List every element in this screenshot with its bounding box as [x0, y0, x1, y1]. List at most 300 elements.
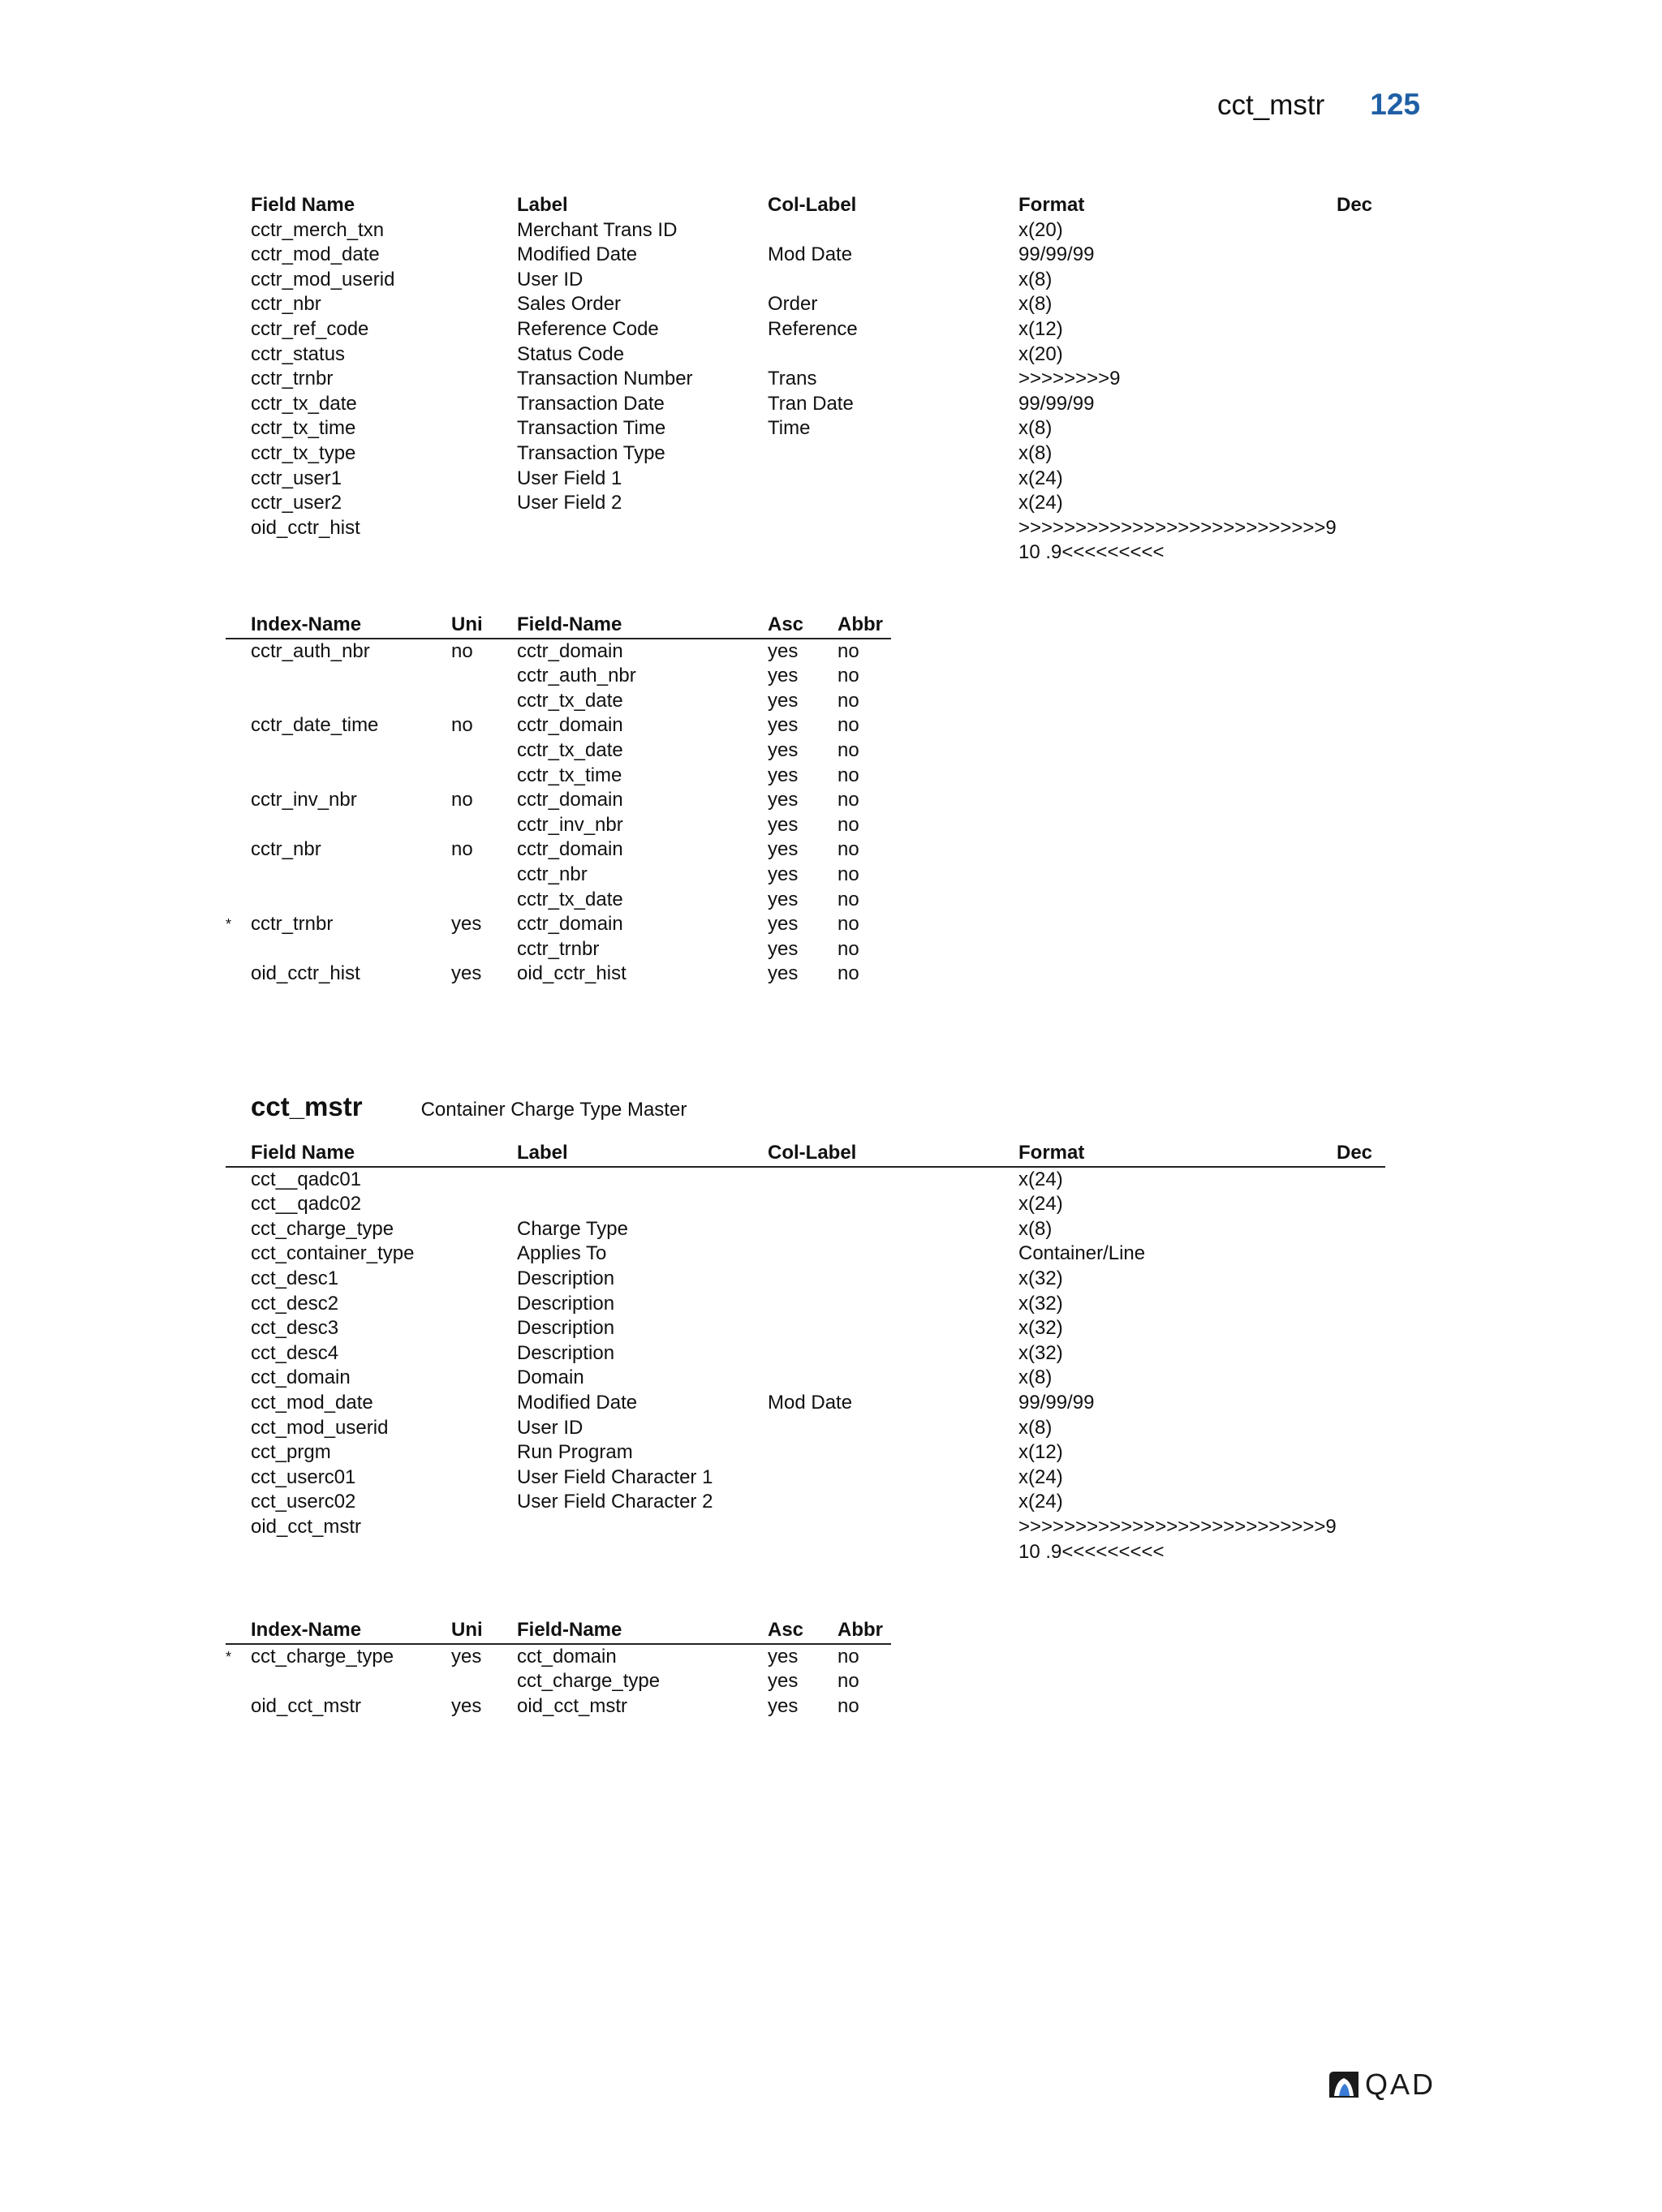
row-marker — [226, 1167, 251, 1193]
index-row — [226, 788, 891, 813]
label-cell: Charge Type — [517, 1217, 628, 1240]
format-cell: x(8) — [1018, 268, 1053, 290]
row-marker — [226, 491, 251, 516]
field-name-cell: cct_domain — [251, 1366, 351, 1389]
primary-index-marker — [226, 888, 251, 913]
index-name-cell — [251, 1669, 451, 1694]
format-cell: >>>>>>>>>>>>>>>>>>>>>>>>>>>9 10 .9<<<<<<<<< — [1018, 516, 1337, 564]
col-label-cell — [768, 268, 1018, 293]
index-field-name-cell: cctr_domain — [517, 714, 623, 737]
col-label-cell — [768, 1515, 1018, 1564]
unique-cell: no — [451, 838, 473, 861]
dec-cell — [1337, 1416, 1385, 1441]
column-header: Format — [1018, 194, 1085, 216]
col-label-cell — [768, 1490, 1018, 1515]
dec-cell — [1337, 491, 1385, 516]
field-row — [226, 317, 1385, 342]
field-name-cell: cct__qadc01 — [251, 1168, 362, 1190]
field-row — [226, 516, 1385, 566]
index-field-name-cell: cctr_inv_nbr — [517, 813, 623, 836]
format-cell: x(20) — [1018, 342, 1063, 365]
dec-cell — [1337, 467, 1385, 492]
primary-index-marker: * — [226, 916, 232, 933]
column-header: Field-Name — [517, 613, 768, 639]
index-table-header — [226, 1618, 891, 1644]
dec-cell — [1337, 218, 1385, 243]
dec-cell — [1337, 1242, 1385, 1267]
unique-cell — [451, 813, 517, 838]
row-marker — [226, 516, 251, 566]
index-field-name-cell: cct_domain — [517, 1645, 617, 1668]
primary-index-marker — [226, 937, 251, 962]
field-row — [226, 1490, 1385, 1515]
col-label-cell — [768, 1192, 1018, 1217]
abbreviated-cell: no — [837, 738, 859, 761]
unique-cell — [451, 664, 517, 689]
abbreviated-cell: no — [837, 1670, 859, 1693]
abbreviated-cell: no — [837, 1645, 859, 1668]
label-cell: Domain — [517, 1366, 584, 1389]
primary-index-marker — [226, 788, 251, 813]
ascending-cell: yes — [768, 665, 799, 687]
field-name-cell: cct_container_type — [251, 1242, 415, 1265]
field-row — [226, 218, 1385, 243]
format-cell: x(8) — [1018, 441, 1053, 464]
label-cell: Run Program — [517, 1441, 633, 1464]
dec-cell — [1337, 1292, 1385, 1317]
col-label-cell: Mod Date — [768, 243, 853, 266]
row-marker — [226, 1465, 251, 1491]
format-cell: >>>>>>>>9 — [1018, 368, 1121, 390]
index-row — [226, 888, 891, 913]
col-label-cell — [768, 491, 1018, 516]
unique-cell — [451, 888, 517, 913]
col-label-cell — [768, 1242, 1018, 1267]
row-marker — [226, 367, 251, 392]
index-table-header — [226, 613, 891, 639]
row-marker — [226, 1316, 251, 1341]
field-row — [226, 1267, 1385, 1292]
row-marker — [226, 1267, 251, 1292]
row-marker — [226, 1192, 251, 1217]
col-label-cell: Mod Date — [768, 1391, 853, 1414]
label-cell: User ID — [517, 268, 583, 290]
unique-cell: no — [451, 639, 473, 662]
col-label-cell — [768, 1416, 1018, 1441]
label-cell: Sales Order — [517, 293, 622, 316]
field-row — [226, 467, 1385, 492]
ascending-cell: yes — [768, 838, 799, 861]
index-name-cell: cctr_auth_nbr — [251, 639, 370, 662]
index-name-cell: cctr_date_time — [251, 714, 379, 737]
field-row — [226, 1341, 1385, 1366]
column-header: Col-Label — [768, 194, 857, 216]
primary-index-marker — [226, 863, 251, 888]
field-row — [226, 1366, 1385, 1391]
qad-logo — [1328, 2068, 1436, 2102]
abbreviated-cell: no — [837, 937, 859, 960]
format-cell: 99/99/99 — [1018, 1391, 1095, 1414]
header-spacer — [226, 193, 251, 218]
cctr-index-table — [226, 613, 891, 987]
format-cell: x(24) — [1018, 492, 1063, 514]
format-cell: x(8) — [1018, 293, 1053, 316]
format-cell: x(8) — [1018, 1217, 1053, 1240]
column-header: Field Name — [251, 194, 355, 216]
unique-cell: no — [451, 714, 473, 737]
col-label-cell — [768, 441, 1018, 467]
dec-cell — [1337, 243, 1385, 268]
index-field-name-cell: cctr_domain — [517, 639, 623, 662]
unique-cell — [451, 1669, 517, 1694]
unique-cell — [451, 738, 517, 764]
field-row — [226, 416, 1385, 441]
ascending-cell: yes — [768, 937, 799, 960]
field-row — [226, 1242, 1385, 1267]
col-label-cell: Reference — [768, 317, 858, 340]
field-name-cell: cctr_nbr — [251, 293, 321, 316]
index-field-name-cell: oid_cctr_hist — [517, 962, 626, 985]
ascending-cell: yes — [768, 714, 799, 737]
unique-cell — [451, 863, 517, 888]
field-name-cell: oid_cct_mstr — [251, 1515, 362, 1538]
row-marker — [226, 317, 251, 342]
ascending-cell: yes — [768, 639, 799, 662]
row-marker — [226, 268, 251, 293]
dec-cell — [1337, 1366, 1385, 1391]
col-label-cell — [768, 1292, 1018, 1317]
dec-cell — [1337, 367, 1385, 392]
field-row — [226, 1391, 1385, 1416]
row-marker — [226, 243, 251, 268]
format-cell: x(8) — [1018, 417, 1053, 440]
abbreviated-cell: no — [837, 888, 859, 910]
column-header: Asc — [768, 1618, 837, 1644]
primary-index-marker — [226, 713, 251, 738]
primary-index-marker — [226, 962, 251, 987]
primary-index-marker — [226, 1669, 251, 1694]
abbreviated-cell: no — [837, 962, 859, 985]
format-cell: x(8) — [1018, 1366, 1053, 1389]
col-label-cell: Trans — [768, 368, 817, 390]
label-cell: User Field 1 — [517, 467, 622, 489]
cctr-field-table — [226, 193, 1385, 566]
abbreviated-cell: no — [837, 689, 859, 712]
index-name-cell: cct_charge_type — [251, 1645, 394, 1668]
label-cell: Transaction Type — [517, 441, 665, 464]
index-field-name-cell: cctr_domain — [517, 838, 623, 861]
row-marker — [226, 1366, 251, 1391]
field-name-cell: cct_desc1 — [251, 1267, 339, 1289]
dec-cell — [1337, 416, 1385, 441]
index-field-name-cell: cctr_tx_date — [517, 738, 623, 761]
unique-cell — [451, 937, 517, 962]
ascending-cell: yes — [768, 789, 799, 811]
column-header: Abbr — [837, 1618, 891, 1644]
unique-cell — [451, 689, 517, 714]
unique-cell — [451, 764, 517, 789]
format-cell: x(24) — [1018, 1491, 1063, 1513]
index-row — [226, 1694, 891, 1719]
dec-cell — [1337, 1192, 1385, 1217]
row-marker — [226, 292, 251, 317]
format-cell: x(8) — [1018, 1416, 1053, 1439]
index-row — [226, 689, 891, 714]
field-table-header — [226, 193, 1385, 218]
primary-index-marker: * — [226, 1648, 232, 1665]
dec-cell — [1337, 292, 1385, 317]
column-header: Col-Label — [768, 1141, 1018, 1167]
primary-index-marker — [226, 764, 251, 789]
row-marker — [226, 1515, 251, 1564]
label-cell: Status Code — [517, 342, 625, 365]
primary-index-marker — [226, 813, 251, 838]
running-header-table-name: cct_mstr — [1217, 89, 1325, 121]
ascending-cell: yes — [768, 888, 799, 910]
section-table-description: Container Charge Type Master — [420, 1099, 687, 1121]
index-name-cell: oid_cctr_hist — [251, 962, 360, 985]
header-spacer — [226, 1618, 251, 1644]
format-cell: x(20) — [1018, 218, 1063, 241]
col-label-cell — [768, 1465, 1018, 1491]
index-row — [226, 713, 891, 738]
dec-cell — [1337, 1391, 1385, 1416]
unique-cell: yes — [451, 1694, 482, 1717]
col-label-cell — [768, 1267, 1018, 1292]
field-row — [226, 342, 1385, 368]
label-cell: Reference Code — [517, 317, 659, 340]
field-table-header — [226, 1141, 1385, 1167]
format-cell: 99/99/99 — [1018, 392, 1095, 415]
index-field-name-cell: cctr_tx_time — [517, 764, 622, 786]
row-marker — [226, 342, 251, 368]
dec-cell — [1337, 1267, 1385, 1292]
field-name-cell: cctr_tx_type — [251, 441, 356, 464]
ascending-cell: yes — [768, 1694, 799, 1717]
col-label-cell — [768, 1316, 1018, 1341]
index-row — [226, 937, 891, 962]
ascending-cell: yes — [768, 689, 799, 712]
field-name-cell: cct_desc4 — [251, 1341, 339, 1364]
field-row — [226, 1192, 1385, 1217]
column-header: Dec — [1337, 1141, 1385, 1167]
row-marker — [226, 1391, 251, 1416]
abbreviated-cell: no — [837, 913, 859, 936]
index-row — [226, 813, 891, 838]
dec-cell — [1337, 1341, 1385, 1366]
abbreviated-cell: no — [837, 1694, 859, 1717]
field-name-cell: cct_mod_userid — [251, 1416, 389, 1439]
row-marker — [226, 392, 251, 417]
abbreviated-cell: no — [837, 863, 859, 885]
format-cell: Container/Line — [1018, 1242, 1146, 1265]
field-row — [226, 1316, 1385, 1341]
format-cell: x(12) — [1018, 1441, 1063, 1464]
label-cell — [517, 1167, 768, 1193]
dec-cell — [1337, 1217, 1385, 1242]
index-field-name-cell: cctr_domain — [517, 913, 623, 936]
index-name-cell — [251, 764, 451, 789]
col-label-cell: Time — [768, 417, 811, 440]
field-name-cell: cctr_tx_date — [251, 392, 357, 415]
dec-cell — [1337, 1316, 1385, 1341]
unique-cell: yes — [451, 962, 482, 985]
dec-cell — [1337, 1490, 1385, 1515]
field-name-cell: cctr_mod_userid — [251, 268, 395, 290]
index-field-name-cell: cctr_tx_date — [517, 888, 623, 910]
col-label-cell — [768, 1440, 1018, 1465]
field-row — [226, 1515, 1385, 1564]
label-cell: Transaction Number — [517, 368, 693, 390]
primary-index-marker — [226, 738, 251, 764]
index-name-cell — [251, 937, 451, 962]
abbreviated-cell: no — [837, 838, 859, 861]
header-spacer — [226, 1141, 251, 1167]
column-header: Label — [517, 194, 568, 216]
format-cell: x(12) — [1018, 317, 1063, 340]
label-cell: Modified Date — [517, 1391, 638, 1414]
index-row — [226, 912, 891, 937]
field-row — [226, 441, 1385, 467]
label-cell — [517, 516, 768, 566]
column-header: Field-Name — [517, 1618, 768, 1644]
primary-index-marker — [226, 639, 251, 665]
label-cell: User ID — [517, 1416, 583, 1439]
label-cell: Modified Date — [517, 243, 638, 266]
field-name-cell: cctr_status — [251, 342, 346, 365]
row-marker — [226, 416, 251, 441]
field-row — [226, 1416, 1385, 1441]
row-marker — [226, 1490, 251, 1515]
field-name-cell: cct__qadc02 — [251, 1193, 362, 1216]
label-cell: Transaction Time — [517, 417, 666, 440]
field-name-cell: cctr_tx_time — [251, 417, 356, 440]
primary-index-marker — [226, 664, 251, 689]
abbreviated-cell: no — [837, 714, 859, 737]
field-name-cell: cctr_trnbr — [251, 368, 334, 390]
unique-cell: yes — [451, 913, 482, 936]
col-label-cell — [768, 1366, 1018, 1391]
label-cell: User Field Character 1 — [517, 1465, 713, 1488]
index-row — [226, 764, 891, 789]
label-cell: Merchant Trans ID — [517, 218, 678, 241]
column-header: Index-Name — [251, 613, 451, 639]
col-label-cell — [768, 1167, 1018, 1193]
format-cell: x(24) — [1018, 1168, 1063, 1190]
field-name-cell: cctr_user1 — [251, 467, 342, 489]
label-cell: Description — [517, 1317, 615, 1340]
index-row — [226, 1669, 891, 1694]
col-label-cell: Order — [768, 293, 818, 316]
index-field-name-cell: oid_cct_mstr — [517, 1694, 628, 1717]
column-header: Uni — [451, 1618, 517, 1644]
section-table-name: cct_mstr — [251, 1091, 363, 1121]
index-field-name-cell: cctr_auth_nbr — [517, 665, 636, 687]
field-name-cell: cct_desc3 — [251, 1317, 339, 1340]
label-cell: Transaction Date — [517, 392, 665, 415]
abbreviated-cell: no — [837, 789, 859, 811]
dec-cell — [1337, 1515, 1385, 1564]
abbreviated-cell: no — [837, 764, 859, 786]
label-cell — [517, 1515, 768, 1564]
field-row — [226, 1167, 1385, 1193]
field-row — [226, 268, 1385, 293]
row-marker — [226, 1440, 251, 1465]
col-label-cell — [768, 516, 1018, 566]
index-row — [226, 738, 891, 764]
field-name-cell: cct_userc01 — [251, 1465, 356, 1488]
page-number: 125 — [1370, 88, 1420, 121]
dec-cell — [1337, 1465, 1385, 1491]
row-marker — [226, 441, 251, 467]
qad-logo-icon — [1328, 2070, 1360, 2099]
index-name-cell — [251, 813, 451, 838]
ascending-cell: yes — [768, 913, 799, 936]
field-row — [226, 292, 1385, 317]
primary-index-marker — [226, 837, 251, 863]
field-name-cell: cct_charge_type — [251, 1217, 394, 1240]
abbreviated-cell: no — [837, 665, 859, 687]
format-cell: x(24) — [1018, 1465, 1063, 1488]
format-cell: x(24) — [1018, 467, 1063, 489]
format-cell: x(32) — [1018, 1267, 1063, 1289]
dec-cell — [1337, 392, 1385, 417]
index-row — [226, 863, 891, 888]
index-name-cell — [251, 738, 451, 764]
field-row — [226, 1217, 1385, 1242]
field-row — [226, 1465, 1385, 1491]
format-cell: x(24) — [1018, 1193, 1063, 1216]
unique-cell: no — [451, 789, 473, 811]
field-name-cell: cctr_mod_date — [251, 243, 380, 266]
index-row — [226, 837, 891, 863]
row-marker — [226, 467, 251, 492]
ascending-cell: yes — [768, 764, 799, 786]
index-name-cell: cctr_trnbr — [251, 913, 334, 936]
index-field-name-cell: cctr_domain — [517, 789, 623, 811]
column-header: Index-Name — [251, 1618, 451, 1644]
row-marker — [226, 1341, 251, 1366]
label-cell: Description — [517, 1267, 615, 1289]
index-row — [226, 962, 891, 987]
cct-field-table — [226, 1141, 1385, 1564]
index-row — [226, 639, 891, 665]
dec-cell — [1337, 516, 1385, 566]
column-header: Abbr — [837, 613, 891, 639]
index-name-cell — [251, 863, 451, 888]
ascending-cell: yes — [768, 813, 799, 836]
ascending-cell: yes — [768, 738, 799, 761]
field-name-cell: oid_cctr_hist — [251, 516, 360, 539]
index-field-name-cell: cctr_trnbr — [517, 937, 600, 960]
format-cell: x(32) — [1018, 1317, 1063, 1340]
format-cell: x(32) — [1018, 1292, 1063, 1315]
label-cell: Description — [517, 1292, 615, 1315]
column-header: Format — [1018, 1141, 1337, 1167]
field-row — [226, 367, 1385, 392]
index-field-name-cell: cct_charge_type — [517, 1670, 661, 1693]
field-name-cell: cctr_user2 — [251, 492, 342, 514]
ascending-cell: yes — [768, 863, 799, 885]
field-row — [226, 491, 1385, 516]
field-row — [226, 1440, 1385, 1465]
index-name-cell: cctr_inv_nbr — [251, 789, 357, 811]
dec-cell — [1337, 342, 1385, 368]
field-name-cell: cct_prgm — [251, 1441, 331, 1464]
index-row — [226, 1644, 891, 1670]
field-name-cell: cct_mod_date — [251, 1391, 373, 1414]
index-field-name-cell: cctr_tx_date — [517, 689, 623, 712]
